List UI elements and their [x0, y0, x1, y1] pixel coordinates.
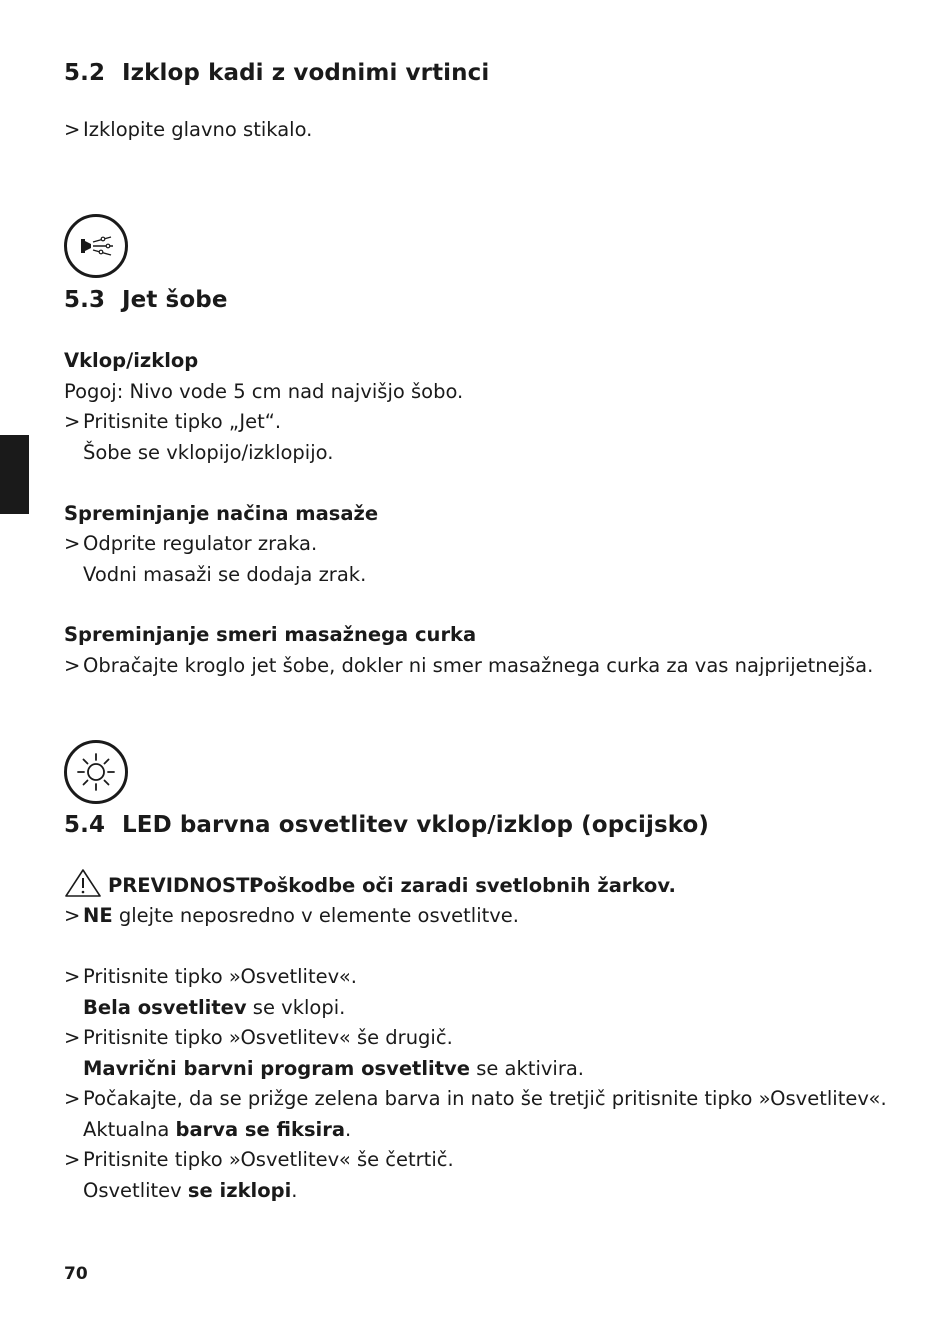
section-number: 5.2	[64, 60, 106, 86]
condition-text: Pogoj: Nivo vode 5 cm nad najvišjo šobo.	[64, 380, 464, 403]
step-result	[83, 996, 345, 1020]
bullet-marker: >	[64, 1087, 81, 1110]
page-number: 70	[64, 1264, 88, 1284]
step-text: Počakajte, da se prižge zelena barva in nato še tretjič pritisnite tipko »Osvetlitev«.	[83, 1087, 887, 1110]
result-post: .	[291, 1179, 298, 1202]
subheading-vklop: Vklop/izklop	[64, 349, 199, 372]
result-post: se aktivira.	[470, 1057, 584, 1080]
step-text: Obračajte kroglo jet šobe, dokler ni smer masažnega curka za vas najprijetnejša.	[83, 654, 874, 677]
warning-text: Poškodbe oči zaradi svetlobnih žarkov.	[249, 874, 676, 897]
bullet-marker: >	[64, 410, 81, 433]
bullet-marker: >	[64, 1026, 81, 1049]
warning-label: PREVIDNOST!	[108, 874, 259, 897]
light-sun-icon	[64, 740, 128, 804]
warning-triangle-icon	[64, 868, 102, 904]
section-title: LED barvna osvetlitev vklop/izklop (opcijsko)	[122, 812, 710, 838]
step-text-rest: glejte neposredno v elemente osvetlitve.	[112, 904, 519, 927]
result-pre: Aktualna	[83, 1118, 176, 1141]
step-text: Odprite regulator zraka.	[83, 532, 318, 555]
section-title: Izklop kadi z vodnimi vrtinci	[122, 60, 490, 86]
step-text: Pritisnite tipko »Osvetlitev«.	[83, 965, 357, 988]
section-5-2-heading	[64, 60, 489, 86]
step-text: Pritisnite tipko »Osvetlitev« še drugič.	[83, 1026, 453, 1049]
section-number: 5.3	[64, 287, 106, 313]
step-text	[83, 904, 519, 928]
step-text: Pritisnite tipko »Osvetlitev« še četrtič.	[83, 1148, 454, 1171]
bullet-marker: >	[64, 1148, 81, 1171]
section-5-3-heading	[64, 287, 228, 313]
step-result	[83, 1118, 351, 1142]
section-title: Jet šobe	[122, 287, 228, 313]
result-pre: Osvetlitev	[83, 1179, 188, 1202]
section-number: 5.4	[64, 812, 106, 838]
step-text: Pritisnite tipko „Jet“.	[83, 410, 282, 433]
result-emphasis: barva se fiksira	[175, 1118, 346, 1141]
result-post: se vklopi.	[246, 996, 346, 1019]
result-emphasis: se izklopi	[187, 1179, 292, 1202]
bullet-marker: >	[64, 532, 81, 555]
result-emphasis: Mavrični barvni program osvetlitve	[83, 1057, 470, 1080]
step-result	[83, 1057, 584, 1081]
step-result: Vodni masaži se dodaja zrak.	[83, 563, 367, 586]
section-5-4-heading	[64, 812, 709, 838]
step-text: Izklopite glavno stikalo.	[83, 118, 313, 141]
step-result	[83, 1179, 297, 1203]
emphasis: NE	[83, 904, 113, 927]
result-post: .	[345, 1118, 352, 1141]
subheading-direction: Spreminjanje smeri masažnega curka	[64, 623, 477, 646]
bullet-marker: >	[64, 965, 81, 988]
jet-nozzle-icon	[64, 214, 128, 278]
bullet-marker: >	[64, 118, 81, 141]
bullet-marker: >	[64, 904, 81, 927]
chapter-tab-marker	[0, 435, 29, 514]
subheading-massage: Spreminjanje načina masaže	[64, 502, 379, 525]
step-result: Šobe se vklopijo/izklopijo.	[83, 441, 334, 464]
result-emphasis: Bela osvetlitev	[83, 996, 247, 1019]
bullet-marker: >	[64, 654, 81, 677]
